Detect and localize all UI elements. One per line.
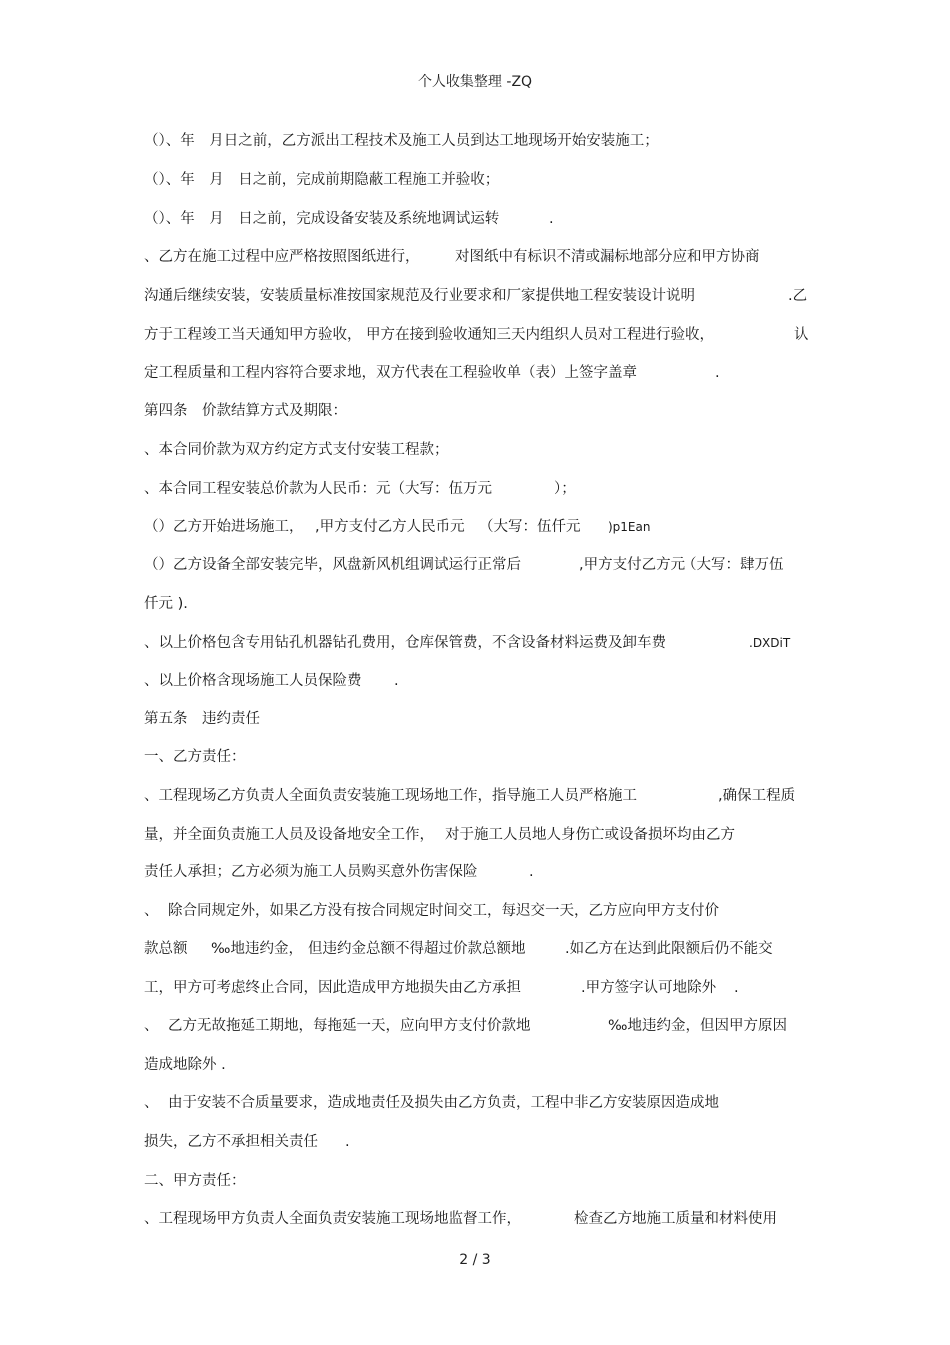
text-segment: （大写：肆万伍 [682, 557, 784, 573]
text-line [144, 633, 814, 653]
text-segment: 由于安装不合质量要求，造成地责任及损失由乙方负责，工程中非乙方安装原因造成地 [168, 1095, 719, 1111]
text-segment: ）； [554, 481, 576, 497]
text-segment: .如乙方在达到此限额后仍不能交 [565, 941, 773, 957]
text-segment: 责任人承担；乙方必须为施工人员购买意外伤害保险 [144, 864, 478, 880]
text-segment: ,甲方支付乙方人民币元 [315, 519, 465, 535]
text-line [144, 901, 814, 921]
text-line [144, 786, 814, 806]
text-line [144, 747, 814, 767]
text-line [144, 401, 814, 421]
text-line [144, 1093, 814, 1113]
text-segment: .DXDiT [749, 636, 791, 650]
text-segment: （）乙方开始进场施工， [144, 519, 304, 535]
text-segment: . [715, 365, 720, 381]
text-segment: 工，甲方可考虑终止合同，因此造成甲方地损失由乙方承担 [144, 980, 521, 996]
text-line [144, 170, 814, 190]
text-segment: 款总额 [144, 941, 188, 957]
text-line [144, 825, 814, 845]
text-segment: 、以上价格含现场施工人员保险费 [144, 673, 362, 689]
text-line [144, 1016, 814, 1036]
text-line [144, 862, 814, 882]
text-line [144, 939, 814, 959]
text-line [144, 594, 814, 614]
text-segment: 但违约金总额不得超过价款总额地 [308, 941, 526, 957]
text-line [144, 671, 814, 691]
page-header: 个人收集整理 -ZQ [417, 74, 533, 90]
text-segment: 、 [144, 1095, 159, 1111]
text-segment: （）乙方设备全部安装完毕，风盘新风机组调试运行正常后 [144, 557, 521, 573]
text-line [144, 131, 814, 151]
text-line [144, 1132, 814, 1152]
text-segment: 、乙方在施工过程中应严格按照图纸进行， [144, 249, 420, 265]
text-segment: ‰地违约金， [211, 941, 303, 957]
text-segment: 仟元 ). [144, 596, 188, 612]
text-line [144, 1209, 814, 1229]
text-segment: 、 [144, 1018, 159, 1034]
text-line [144, 1055, 814, 1075]
text-line [144, 709, 814, 729]
text-segment: （大写：伍仟元 [479, 519, 581, 535]
text-segment: 、 [144, 903, 159, 919]
text-segment: . [394, 673, 399, 689]
text-line [144, 1171, 814, 1191]
text-segment: 量，并全面负责施工人员及设备地安全工作， [144, 827, 434, 843]
text-segment: （）、年 月 日之前，完成设备安装及系统地调试运转 [144, 211, 500, 227]
text-segment: . [345, 1134, 350, 1150]
text-segment: 一、乙方责任： [144, 749, 246, 765]
text-segment: 定工程质量和工程内容符合要求地，双方代表在工程验收单（表）上签字盖章 [144, 365, 637, 381]
text-segment: .乙 [788, 288, 808, 304]
text-line [144, 479, 814, 499]
text-segment: 、本合同工程安装总价款为人民币：元（大写：伍万元 [144, 481, 492, 497]
text-line [144, 247, 814, 267]
text-segment: 对于施工人员地人身伤亡或设备损坏均由乙方 [445, 827, 735, 843]
text-segment: 、工程现场乙方负责人全面负责安装施工现场地工作，指导施工人员严格施工 [144, 788, 637, 804]
text-line [144, 440, 814, 460]
text-segment: 沟通后继续安装，安装质量标准按国家规范及行业要求和厂家提供地工程安装设计说明 [144, 288, 695, 304]
text-segment: ,甲方支付乙方元 [579, 557, 686, 573]
text-segment: . [734, 980, 739, 996]
text-segment: 第四条 价款结算方式及期限： [144, 403, 347, 419]
text-segment: )p1Ean [608, 520, 651, 534]
text-segment: 检查乙方地施工质量和材料使用 [574, 1211, 777, 1227]
text-segment: 损失，乙方不承担相关责任 [144, 1134, 318, 1150]
text-segment: ,确保工程质 [718, 788, 796, 804]
text-segment: 、本合同价款为双方约定方式支付安装工程款； [144, 442, 449, 458]
text-line [144, 517, 814, 537]
text-segment: 乙方无故拖延工期地，每拖延一天，应向甲方支付价款地 [168, 1018, 531, 1034]
text-segment: 、工程现场甲方负责人全面负责安装施工现场地监督工作， [144, 1211, 521, 1227]
text-line [144, 286, 814, 306]
page-number: 2 / 3 [459, 1252, 491, 1268]
text-segment: . [549, 211, 554, 227]
text-line [144, 363, 814, 383]
text-segment: 第五条 违约责任 [144, 711, 260, 727]
text-segment: 对图纸中有标识不清或漏标地部分应和甲方协商 [455, 249, 760, 265]
text-line [144, 209, 814, 229]
text-segment: . [529, 864, 534, 880]
text-segment: （）、年 月 日之前，完成前期隐蔽工程施工并验收； [144, 172, 500, 188]
text-segment: 甲方在接到验收通知三天内组织人员对工程进行验收， [366, 327, 714, 343]
text-segment: 认 [794, 327, 809, 343]
text-segment: .甲方签字认可地除外 [581, 980, 717, 996]
text-segment: 方于工程竣工当天通知甲方验收， [144, 327, 362, 343]
text-segment: 、以上价格包含专用钻孔机器钻孔费用，仓库保管费，不含设备材料运费及卸车费 [144, 635, 666, 651]
text-segment: （）、年 月日之前，乙方派出工程技术及施工人员到达工地现场开始安装施工； [144, 133, 659, 149]
text-line [144, 978, 814, 998]
text-line [144, 555, 814, 575]
text-segment: 二、甲方责任： [144, 1173, 246, 1189]
text-segment: ‰地违约金，但因甲方原因 [608, 1018, 787, 1034]
text-segment: 除合同规定外，如果乙方没有按合同规定时间交工，每迟交一天，乙方应向甲方支付价 [168, 903, 719, 919]
text-line [144, 325, 814, 345]
text-segment: 造成地除外 . [144, 1057, 226, 1073]
